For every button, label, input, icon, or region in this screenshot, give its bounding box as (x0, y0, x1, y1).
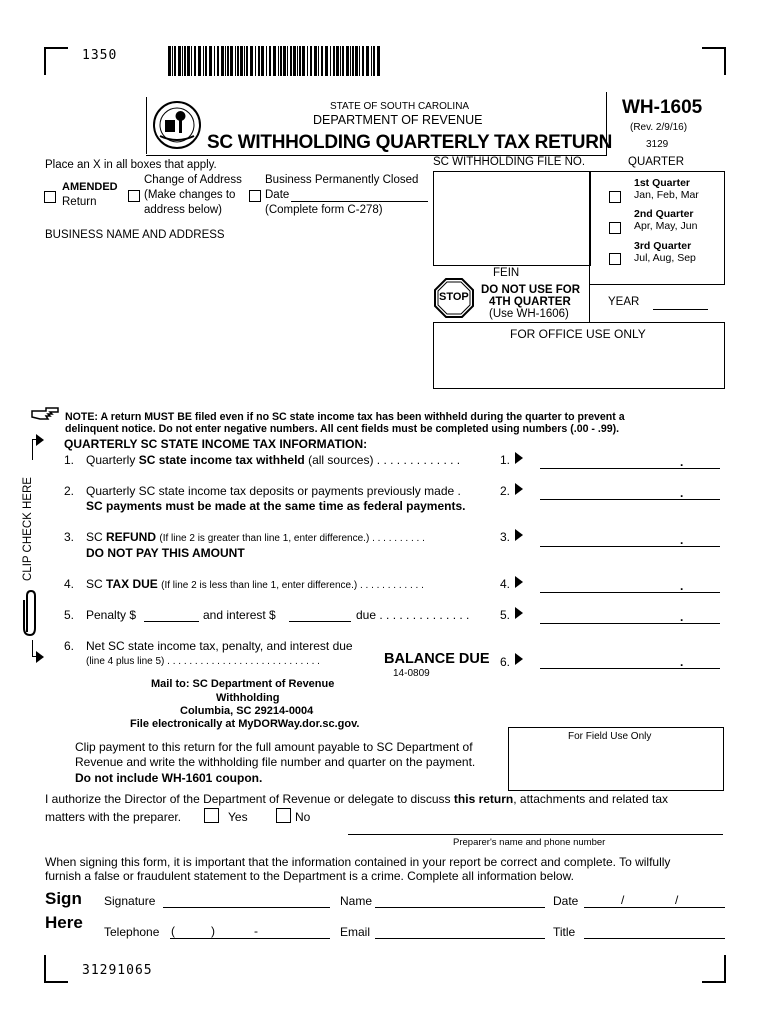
line1-amount-field[interactable] (540, 468, 720, 469)
authorize-no-checkbox[interactable] (276, 808, 291, 823)
email-label: Email (340, 925, 371, 939)
line1-cent-dot: . (680, 455, 684, 469)
clip-bottom-line (32, 640, 33, 656)
line6-amount-field[interactable] (540, 668, 720, 669)
telephone-close-paren: ) (211, 924, 215, 938)
line6-number: 6. (64, 639, 75, 653)
change-address-label-1: Change of Address (144, 174, 242, 186)
line6-text: Net SC state income tax, penalty, and interest due (86, 639, 353, 653)
authorize-no-label: No (295, 810, 311, 824)
line1-number: 1. (64, 453, 75, 467)
authorize-text (45, 792, 668, 806)
line2-arrow-icon (515, 483, 523, 495)
mail-line2: Withholding (216, 692, 280, 704)
quarter-3-months: Jul, Aug, Sep (634, 252, 696, 264)
mail-line4: File electronically at MyDORWay.dor.sc.gov. (130, 718, 360, 730)
line4-arrow-icon (515, 576, 523, 588)
barcode (168, 46, 380, 76)
quarter-3-name: 3rd Quarter (634, 240, 692, 252)
line2-ref: 2. (500, 484, 511, 498)
corner-mark-tl (44, 47, 68, 75)
quarter-1-months: Jan, Feb, Mar (634, 189, 699, 201)
do-not-use-line2: 4TH QUARTER (489, 296, 571, 308)
title-field[interactable] (584, 938, 725, 939)
clip-top-arrow-icon (36, 434, 44, 446)
clip-payment-line3: Do not include WH-1601 coupon. (75, 771, 263, 785)
line3-text (86, 530, 425, 544)
closed-date-label: Date (265, 189, 290, 201)
telephone-field[interactable] (170, 938, 330, 939)
authorize-yes-checkbox[interactable] (204, 808, 219, 823)
quarter-2-months: Apr, May, Jun (634, 220, 698, 232)
corner-mark-tr (702, 47, 726, 75)
line1-text-a: Quarterly (86, 453, 136, 467)
sign-label: Sign (45, 889, 82, 908)
line1-text-c: (all sources) . . . . . . . . . . . . . (308, 453, 461, 467)
note-line1: NOTE: A return MUST BE filed even if no SC state income tax has been withheld during the quarter to prevent a (65, 411, 625, 423)
amended-checkbox[interactable] (44, 191, 56, 203)
line4-text-b: TAX DUE (106, 577, 158, 591)
business-name-label: BUSINESS NAME AND ADDRESS (45, 229, 225, 241)
name-field[interactable] (375, 907, 545, 908)
line6-subtext: (line 4 plus line 5) . . . . . . . . . . . . . . . . . . . . . . . . . . . . (86, 656, 320, 667)
preparer-field[interactable] (348, 834, 723, 835)
file-no-label: SC WITHHOLDING FILE NO. (433, 156, 586, 168)
line4-text-a: SC (86, 577, 103, 591)
form-number: WH-1605 (622, 97, 703, 118)
form-code-top: 1350 (82, 48, 118, 63)
line3-amount-field[interactable] (540, 546, 720, 547)
warning-line1: When signing this form, it is important that the information contained in your report be correct and complete. To wilfully (45, 855, 671, 869)
authorize-yes-label: Yes (228, 810, 248, 824)
quarter-label: QUARTER (628, 156, 685, 168)
footer-code: 31291065 (82, 963, 153, 978)
state-name: STATE OF SOUTH CAROLINA (330, 101, 470, 112)
line2-text-bold: SC payments must be made at the same time as federal payments. (86, 499, 466, 513)
balance-due-label: BALANCE DUE (384, 651, 490, 667)
line2-number: 2. (64, 484, 75, 498)
line5-interest-label: and interest $ (203, 608, 276, 622)
authorize-text-c: , attachments and related tax (513, 792, 669, 806)
line4-amount-field[interactable] (540, 592, 720, 593)
year-field[interactable] (653, 309, 708, 310)
quarter-1-name: 1st Quarter (634, 177, 691, 189)
form-revision: (Rev. 2/9/16) (630, 122, 688, 133)
signature-field[interactable] (163, 907, 330, 908)
warning-line2: furnish a false or fraudulent statement to the Department is a crime. Complete all information below. (45, 869, 574, 883)
date-label: Date (553, 894, 579, 908)
stop-sign-text: STOP (439, 291, 469, 303)
line3-text-b: REFUND (106, 530, 157, 544)
paper-clip-icon (22, 588, 38, 638)
quarter-2-name: 2nd Quarter (634, 208, 694, 220)
date-field[interactable] (584, 907, 725, 908)
mail-line3: Columbia, SC 29214-0004 (180, 705, 314, 717)
header-divider-right (606, 92, 607, 156)
here-label: Here (45, 913, 83, 932)
date-separator-1: / (621, 893, 625, 907)
line3-ref: 3. (500, 530, 511, 544)
line6-code: 14-0809 (393, 668, 430, 679)
line5-penalty-field[interactable] (144, 621, 199, 622)
line2-amount-field[interactable] (540, 499, 720, 500)
file-no-box[interactable] (433, 171, 591, 266)
line3-text-c: (If line 2 is greater than line 1, enter difference.) . . . . . . . . . . (159, 533, 425, 544)
clip-top-line (32, 440, 33, 460)
clip-payment-line1: Clip payment to this return for the full amount payable to SC Department of (75, 740, 473, 754)
corner-mark-bl (44, 955, 68, 983)
authorize-text-a: I authorize the Director of the Department of Revenue or delegate to discuss (45, 792, 451, 806)
lines-heading: QUARTERLY SC STATE INCOME TAX INFORMATION: (64, 437, 368, 451)
line6-ref: 6. (500, 655, 511, 669)
form-code: 3129 (646, 139, 669, 150)
business-closed-checkbox[interactable] (249, 190, 261, 202)
line5-due-label: due . . . . . . . . . . . . . . (356, 608, 470, 622)
date-separator-2: / (675, 893, 679, 907)
telephone-label: Telephone (104, 925, 160, 939)
corner-mark-br (702, 955, 726, 983)
line3-arrow-icon (515, 529, 523, 541)
quarter-2-checkbox[interactable] (609, 222, 621, 234)
fein-label: FEIN (493, 267, 520, 279)
change-address-label-2: (Make changes to (144, 189, 236, 201)
year-label: YEAR (608, 296, 640, 308)
note-line2: delinquent notice. Do not enter negative numbers. All cent fields must be completed using numbers (.00 - .99). (65, 423, 620, 435)
line5-interest-field[interactable] (289, 621, 351, 622)
department-name: DEPARTMENT OF REVENUE (313, 113, 483, 127)
line1-text (86, 453, 460, 467)
change-address-checkbox[interactable] (128, 190, 140, 202)
line5-amount-field[interactable] (540, 623, 720, 624)
line4-number: 4. (64, 577, 75, 591)
line2-cent-dot: . (680, 486, 684, 500)
line6-cent-dot: . (680, 655, 684, 669)
line3-text-a: SC (86, 530, 103, 544)
telephone-dash: - (254, 924, 258, 938)
title-label: Title (553, 925, 576, 939)
line1-arrow-icon (515, 452, 523, 464)
signature-label: Signature (104, 894, 156, 908)
authorize-text-d: matters with the preparer. (45, 810, 182, 824)
clip-bottom-arrow-icon (36, 651, 44, 663)
pointing-hand-icon (30, 406, 60, 424)
line6-arrow-icon (515, 653, 523, 665)
clip-check-label: CLIP CHECK HERE (22, 477, 34, 581)
preparer-label: Preparer's name and phone number (453, 837, 606, 848)
quarter-1-checkbox[interactable] (609, 191, 621, 203)
do-not-use-line3: (Use WH-1606) (489, 308, 569, 320)
do-not-use-line1: DO NOT USE FOR (481, 284, 581, 296)
field-use-label: For Field Use Only (568, 731, 652, 742)
closed-date-field[interactable] (291, 201, 428, 202)
amended-label: AMENDED (62, 181, 118, 193)
line5-cent-dot: . (680, 610, 684, 624)
line4-text (86, 577, 424, 591)
line3-cent-dot: . (680, 533, 684, 547)
header-divider-left (146, 97, 147, 154)
name-label: Name (340, 894, 373, 908)
instructions-text: Place an X in all boxes that apply. (45, 159, 217, 171)
line4-text-c: (If line 2 is less than line 1, enter difference.) . . . . . . . . . . . . (161, 580, 424, 591)
form-title: SC WITHHOLDING QUARTERLY TAX RETURN (207, 132, 613, 153)
closed-form-note: (Complete form C-278) (265, 204, 383, 216)
line5-number: 5. (64, 608, 75, 622)
line4-ref: 4. (500, 577, 511, 591)
line5-penalty-label: Penalty $ (86, 608, 137, 622)
line3-warning: DO NOT PAY THIS AMOUNT (86, 546, 245, 560)
authorize-text-b: this return (453, 792, 514, 806)
clip-payment-line2: Revenue and write the withholding file number and quarter on the payment. (75, 755, 476, 769)
quarter-3-checkbox[interactable] (609, 253, 621, 265)
change-address-label-3: address below) (144, 204, 222, 216)
line5-arrow-icon (515, 607, 523, 619)
telephone-open-paren: ( (171, 924, 175, 938)
return-label: Return (62, 196, 97, 208)
office-use-label: FOR OFFICE USE ONLY (510, 327, 646, 341)
line4-cent-dot: . (680, 579, 684, 593)
business-closed-label: Business Permanently Closed (265, 174, 419, 186)
mail-line1: Mail to: SC Department of Revenue (151, 678, 335, 690)
line1-ref: 1. (500, 453, 511, 467)
line5-ref: 5. (500, 608, 511, 622)
line2-text: Quarterly SC state income tax deposits or payments previously made . (86, 484, 461, 498)
line3-number: 3. (64, 530, 75, 544)
line1-text-b: SC state income tax withheld (138, 453, 305, 467)
state-seal-icon (152, 100, 202, 150)
email-field[interactable] (375, 938, 545, 939)
